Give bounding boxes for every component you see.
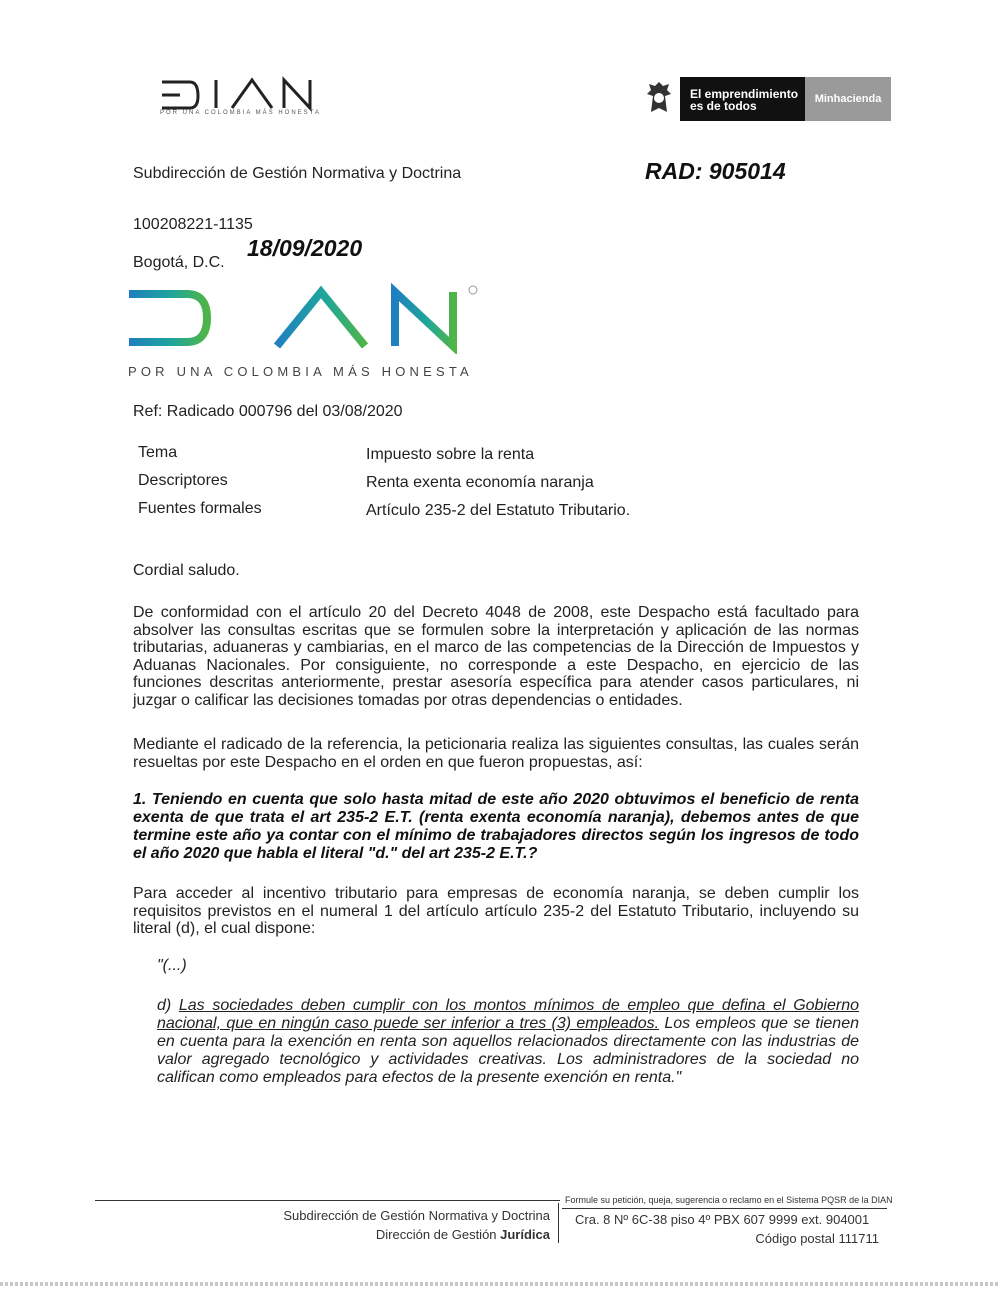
meta-value: Renta exenta economía naranja [366,474,594,491]
dian-logo-small-tagline: POR UNA COLOMBIA MÁS HONESTA [160,110,321,116]
gov-banner-line2: es de todos [690,99,757,113]
footer-divider-left [95,1200,560,1201]
gov-ministry: Minhacienda [805,77,891,121]
question-1: 1. Teniendo en cuenta que solo hasta mitad de este año 2020 obtuvimos el beneficio de renta exenta de que trata el art 235-2 E.T. (renta exenta economía naranja), debemos antes de que termine este año ya contar con el mínimo de trabajadores directos según los ingresos de todo el año 2020 que habla el literal "d." del art 235-2 E.T.? [133,791,859,862]
footer-office-line2 [200,1225,550,1244]
quote-rest: Los empleos que se tienen en cuenta para la exención en renta son aquellos relacionados directamente con las industrias de valor agregado tecnológico y actividades creativas. Los administradores de la sociedad no califican como empleados para efectos de la presente exención en renta." [157,1015,860,1086]
meta-row [138,472,678,500]
footer-address-line2: Código postal 111711 [755,1231,879,1246]
quote-underlined: Las sociedades deben cumplir con los montos mínimos de empleo que defina el Gobierno nacional, que en ningún caso puede ser inferior a tres (3) empleados. [157,997,860,1032]
quote-literal-d [157,997,859,1087]
footer-office-line2-prefix: Dirección de Gestión [375,1227,501,1242]
meta-label: Tema [138,444,178,461]
meta-value: Impuesto sobre la renta [366,446,535,463]
paragraph-3: Para acceder al incentivo tributario para empresas de economía naranja, se deben cumplir los requisitos previstos en el numeral 1 del artículo artículo 235-2 del Estatuto Tributario, incluyendo su literal (d), el cual dispone: [133,885,859,937]
paragraph-2: Mediante el radicado de la referencia, la peticionaria realiza las siguientes consultas, las cuales serán resueltas por este Despacho en el orden en que fueron propuestas, así: [133,736,859,771]
quote-prefix: d) [157,997,179,1014]
footer-address [575,1210,879,1248]
meta-label: Descriptores [138,472,228,489]
meta-label: Fuentes formales [138,500,262,517]
meta-row [138,500,678,528]
gov-banner-line1: El emprendimiento [690,87,799,101]
paragraph-1: De conformidad con el artículo 20 del Decreto 4048 de 2008, este Despacho está facultado para absolver las consultas escritas que se formulen sobre la interpretación y aplicación de las normas tributarias, aduaneras y cambiarias, en el marco de las competencias de la Dirección de Impuestos y Aduanas Nacionales. Por consiguiente, no corresponde a este Despacho, en ejercicio de las funciones descritas anteriormente, prestar asesoría específica para atender casos particulares, ni juzgar o calificar las decisiones tomadas por otras dependencias o entidades. [133,604,859,709]
footer-vertical-divider [558,1203,559,1243]
footer-pqsr-note: Formule su petición, queja, sugerencia o reclamo en el Sistema PQSR de la DIAN [565,1195,893,1205]
footer-address-line1: Cra. 8 Nº 6C-38 piso 4º PBX 607 9999 ext. 904001 [575,1212,870,1227]
dian-logo-large [125,282,487,354]
reference-number: 100208221-1135 [133,216,253,233]
quote-open: "(...) [157,957,187,974]
footer-divider-right [562,1208,887,1209]
gov-banner [680,77,805,121]
colombia-crest-icon [645,80,673,116]
meta-row [138,444,678,472]
meta-value: Artículo 235-2 del Estatuto Tributario. [366,502,631,519]
city: Bogotá, D.C. [133,254,225,271]
ref-line: Ref: Radicado 000796 del 03/08/2020 [133,403,403,420]
rad-number: RAD: 905014 [645,158,786,184]
meta-table [138,444,678,528]
dian-logo-large-tagline: POR UNA COLOMBIA MÁS HONESTA [128,364,473,379]
greeting: Cordial saludo. [133,562,240,579]
date-stamp: 18/09/2020 [247,235,363,261]
footer-office [200,1206,550,1244]
scan-edge-strip [0,1282,1000,1286]
office-name: Subdirección de Gestión Normativa y Doctrina [133,165,462,182]
footer-office-line2-bold: Jurídica [500,1227,550,1242]
footer-office-line1: Subdirección de Gestión Normativa y Doctrina [283,1208,550,1223]
